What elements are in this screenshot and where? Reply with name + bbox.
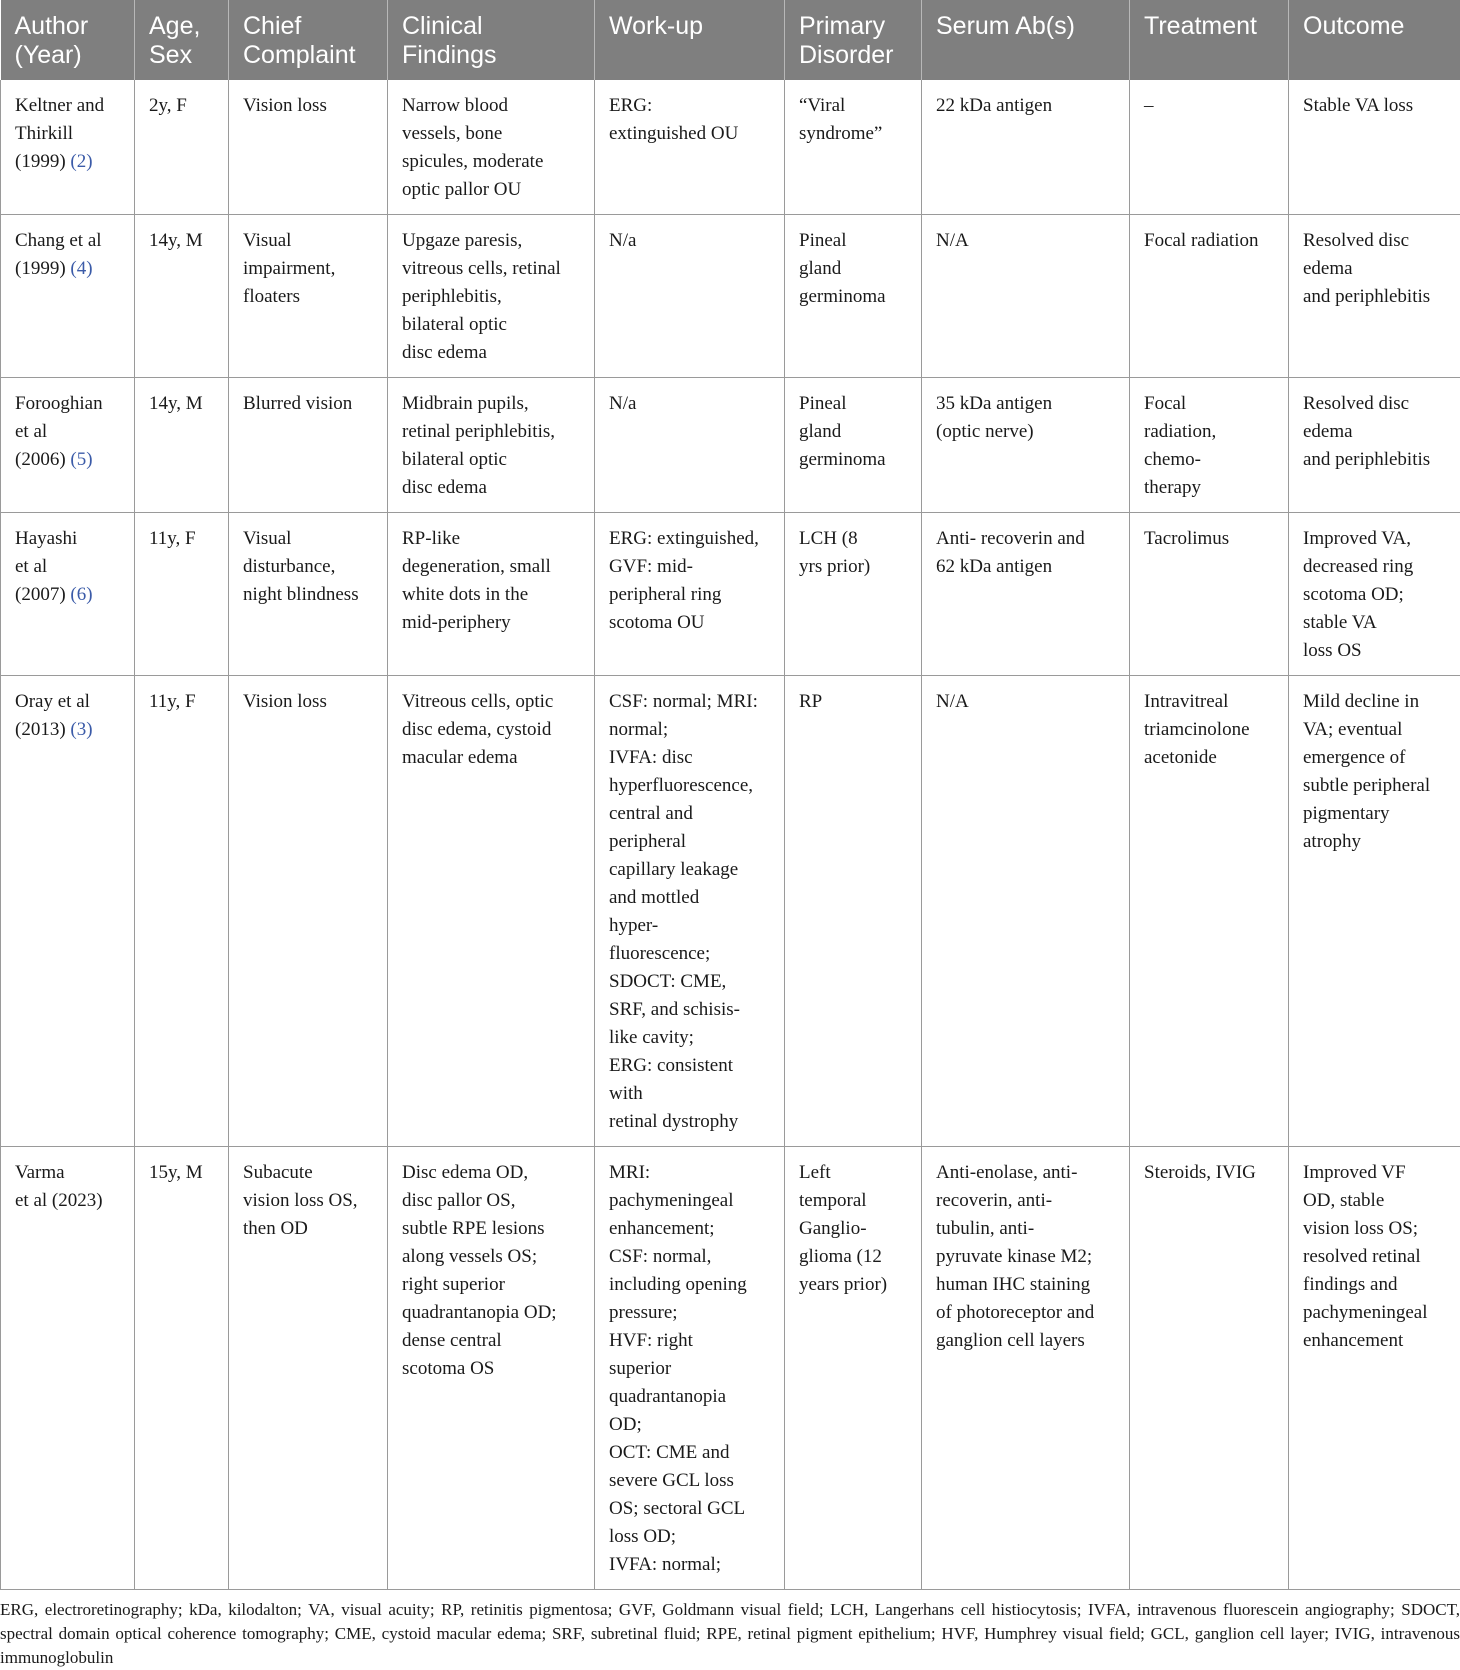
cell-findings: Vitreous cells, optic disc edema, cystoid macular edema <box>388 676 595 1147</box>
header-serum-ab: Serum Ab(s) <box>922 0 1130 80</box>
header-chief-complaint: Chief Complaint <box>229 0 388 80</box>
header-author-year: Author (Year) <box>1 0 135 80</box>
table-body <box>1 80 1460 1590</box>
reference-link[interactable]: (3) <box>70 719 92 740</box>
table-header <box>1 0 1460 80</box>
cell-author <box>1 80 135 215</box>
cell-treatment: Focal radiation <box>1130 215 1289 378</box>
header-clinical-findings: Clinical Findings <box>388 0 595 80</box>
cell-findings: Upgaze paresis, vitreous cells, retinal periphlebitis, bilateral optic disc edema <box>388 215 595 378</box>
cell-author <box>1 215 135 378</box>
cell-treatment: Tacrolimus <box>1130 513 1289 676</box>
header-treatment: Treatment <box>1130 0 1289 80</box>
table-footnote: ERG, electroretinography; kDa, kilodalton; VA, visual acuity; RP, retinitis pigmentosa; GVF, Goldmann visual field; LCH, Langerhans cell histiocytosis; IVFA, intravenous fluorescein angiography; SDOCT, spectral domain optical coherence tomography; CME, cystoid macular edema; SRF, subretinal fluid; RPE, retinal pigment epithelium; HVF, Humphrey visual field; GCL, ganglion cell layer; IVIG, intravenous immunoglobulin <box>0 1590 1460 1670</box>
cell-workup: MRI: pachymeningeal enhancement; CSF: normal, including opening pressure; HVF: right superior quadrantanopia OD; OCT: CME and severe GCL loss OS; sectoral GCL loss OD; IVFA: normal; <box>595 1147 785 1590</box>
cell-author <box>1 513 135 676</box>
cell-disorder: Pineal gland germinoma <box>785 378 922 513</box>
cell-author <box>1 676 135 1147</box>
cell-workup: CSF: normal; MRI: normal; IVFA: disc hyperfluorescence, central and peripheral capillary leakage and mottled hyper- fluorescence; SDOCT: CME, SRF, and schisis- like cavity; ERG: consistent with retinal dystrophy <box>595 676 785 1147</box>
table-row <box>1 378 1460 513</box>
author-text: Keltner and Thirkill (1999) <box>15 95 104 172</box>
cell-outcome: Resolved disc edema and periphlebitis <box>1289 378 1460 513</box>
author-text: Hayashi et al (2007) <box>15 528 77 605</box>
cell-age-sex: 11y, F <box>135 513 229 676</box>
cell-treatment: Intravitreal triamcinolone acetonide <box>1130 676 1289 1147</box>
cell-complaint: Subacute vision loss OS, then OD <box>229 1147 388 1590</box>
cell-serum-ab: N/A <box>922 215 1130 378</box>
cell-treatment: Steroids, IVIG <box>1130 1147 1289 1590</box>
header-primary-disorder: Primary Disorder <box>785 0 922 80</box>
cell-serum-ab: 22 kDa antigen <box>922 80 1130 215</box>
cell-disorder: “Viral syndrome” <box>785 80 922 215</box>
cell-outcome: Improved VA, decreased ring scotoma OD; stable VA loss OS <box>1289 513 1460 676</box>
header-outcome: Outcome <box>1289 0 1460 80</box>
cell-age-sex: 15y, M <box>135 1147 229 1590</box>
cell-serum-ab: Anti-enolase, anti- recoverin, anti- tubulin, anti- pyruvate kinase M2; human IHC staining of photoreceptor and ganglion cell layers <box>922 1147 1130 1590</box>
cell-workup: ERG: extinguished OU <box>595 80 785 215</box>
cell-disorder: RP <box>785 676 922 1147</box>
cell-findings: Narrow blood vessels, bone spicules, moderate optic pallor OU <box>388 80 595 215</box>
cell-age-sex: 14y, M <box>135 215 229 378</box>
reference-link[interactable]: (6) <box>70 584 92 605</box>
cell-outcome: Resolved disc edema and periphlebitis <box>1289 215 1460 378</box>
header-row <box>1 0 1460 80</box>
cell-findings: Midbrain pupils, retinal periphlebitis, bilateral optic disc edema <box>388 378 595 513</box>
table-row <box>1 1147 1460 1590</box>
author-text: Chang et al (1999) <box>15 230 102 279</box>
cell-complaint: Visual disturbance, night blindness <box>229 513 388 676</box>
author-text: Forooghian et al (2006) <box>15 393 103 470</box>
cell-complaint: Blurred vision <box>229 378 388 513</box>
cell-outcome: Improved VF OD, stable vision loss OS; resolved retinal findings and pachymeningeal enhancement <box>1289 1147 1460 1590</box>
cell-complaint: Vision loss <box>229 80 388 215</box>
cell-findings: Disc edema OD, disc pallor OS, subtle RPE lesions along vessels OS; right superior quadrantanopia OD; dense central scotoma OS <box>388 1147 595 1590</box>
cell-treatment: – <box>1130 80 1289 215</box>
author-text: Varma et al (2023) <box>15 1162 103 1211</box>
cell-workup: N/a <box>595 215 785 378</box>
cell-workup: N/a <box>595 378 785 513</box>
cell-serum-ab: N/A <box>922 676 1130 1147</box>
cell-disorder: Pineal gland germinoma <box>785 215 922 378</box>
cell-serum-ab: Anti- recoverin and 62 kDa antigen <box>922 513 1130 676</box>
cell-complaint: Vision loss <box>229 676 388 1147</box>
reference-link[interactable]: (4) <box>70 258 92 279</box>
cell-treatment: Focal radiation, chemo- therapy <box>1130 378 1289 513</box>
cell-age-sex: 11y, F <box>135 676 229 1147</box>
table-row <box>1 513 1460 676</box>
cell-outcome: Stable VA loss <box>1289 80 1460 215</box>
reference-link[interactable]: (5) <box>70 449 92 470</box>
header-age-sex: Age, Sex <box>135 0 229 80</box>
cell-serum-ab: 35 kDa antigen (optic nerve) <box>922 378 1130 513</box>
cell-author <box>1 1147 135 1590</box>
cell-age-sex: 14y, M <box>135 378 229 513</box>
cell-complaint: Visual impairment, floaters <box>229 215 388 378</box>
header-work-up: Work-up <box>595 0 785 80</box>
table-row <box>1 80 1460 215</box>
cell-workup: ERG: extinguished, GVF: mid- peripheral ring scotoma OU <box>595 513 785 676</box>
reference-link[interactable]: (2) <box>70 151 92 172</box>
table-row <box>1 215 1460 378</box>
cell-age-sex: 2y, F <box>135 80 229 215</box>
cell-disorder: LCH (8 yrs prior) <box>785 513 922 676</box>
cell-author <box>1 378 135 513</box>
cell-disorder: Left temporal Ganglio- glioma (12 years prior) <box>785 1147 922 1590</box>
author-text: Oray et al (2013) <box>15 691 90 740</box>
cell-findings: RP-like degeneration, small white dots in the mid-periphery <box>388 513 595 676</box>
cell-outcome: Mild decline in VA; eventual emergence of subtle peripheral pigmentary atrophy <box>1289 676 1460 1147</box>
table-row <box>1 676 1460 1147</box>
